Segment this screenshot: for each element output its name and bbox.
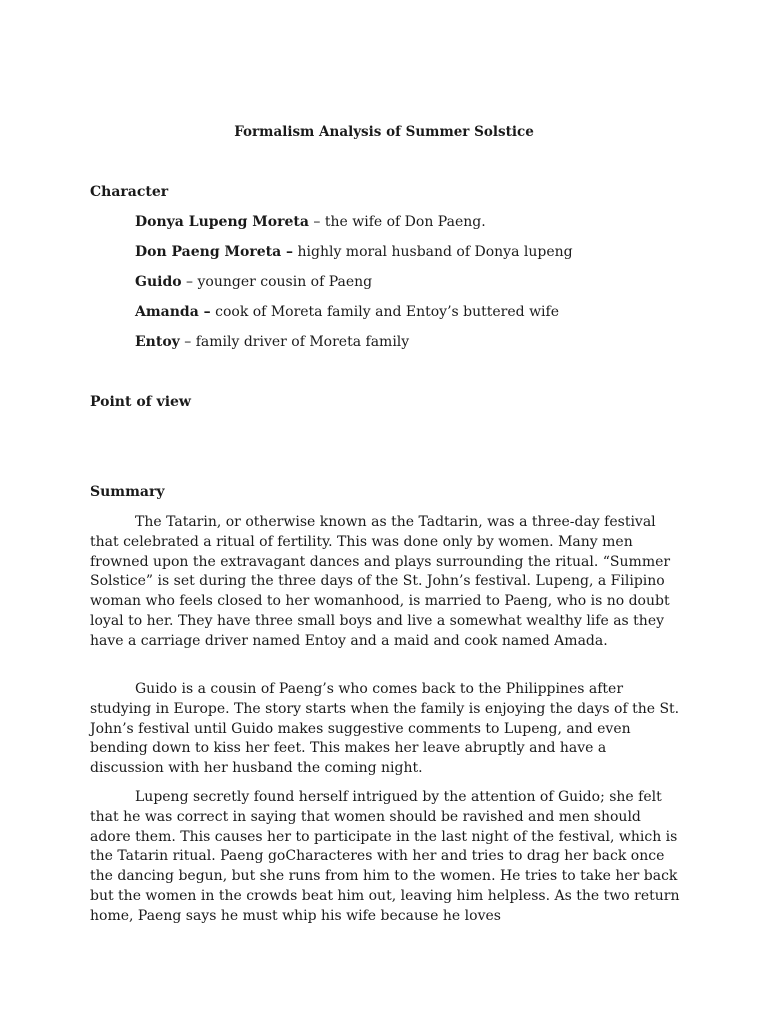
character-name: Entoy [135,334,180,350]
character-name: Amanda – [135,304,211,320]
document-title: Formalism Analysis of Summer Solstice [234,124,534,140]
character-desc: – family driver of Moreta family [179,334,410,350]
summary-paragraph-1: The Tatarin, or otherwise known as the Tadtarin, was a three-day festival that celebrated a ritual of fertility. This was done only by women. Many men frowned upon the extravagant dances and plays surrounding the ritual. “Summer Solstice” is set during the three days of the St. John’s festival. Lupeng, a Filipino woman who feels closed to her womanhood, is married to Paeng, who is no doubt loyal to her. They have three small boys and live a somewhat wealthy life as they have a carriage driver named Entoy and a maid and cook named Amada. [90,514,671,649]
summary-heading: Summary [90,484,165,500]
summary-paragraph-3: Lupeng secretly found herself intrigued by the attention of Guido; she felt that he was correct in saying that women should be ravished and men should adore them. This causes her to participate in the last night of the festival, which is the Tatarin ritual. Paeng goCharacteres with her and tries to drag her back once the dancing begun, but she runs from him to the women. He tries to take her back but the women in the crowds beat him out, leaving him helpless. As the two return home, Paeng says he must whip his wife because he loves [90,789,680,924]
character-item [135,334,409,350]
point-of-view-heading: Point of view [90,394,191,410]
summary-paragraph-2: Guido is a cousin of Paeng’s who comes back to the Philippines after studying in Europe. The story starts when the family is enjoying the days of the St. John’s festival until Guido makes suggestive comments to Lupeng, and even bending down to kiss her feet. This makes her leave abruptly and have a discussion with her husband the coming night. [90,681,680,777]
character-item [135,244,573,260]
character-desc: highly moral husband of Donya lupeng [293,244,573,260]
character-item [135,214,486,230]
character-name: Donya Lupeng Moreta [135,214,309,230]
character-desc: cook of Moreta family and Entoy’s buttered wife [210,304,559,320]
character-desc: – younger cousin of Paeng [181,274,373,290]
character-item [135,304,559,320]
character-item [135,274,372,290]
character-heading: Character [90,184,169,200]
character-name: Don Paeng Moreta – [135,244,294,260]
character-name: Guido [135,274,182,290]
character-desc: – the wife of Don Paeng. [308,214,486,230]
